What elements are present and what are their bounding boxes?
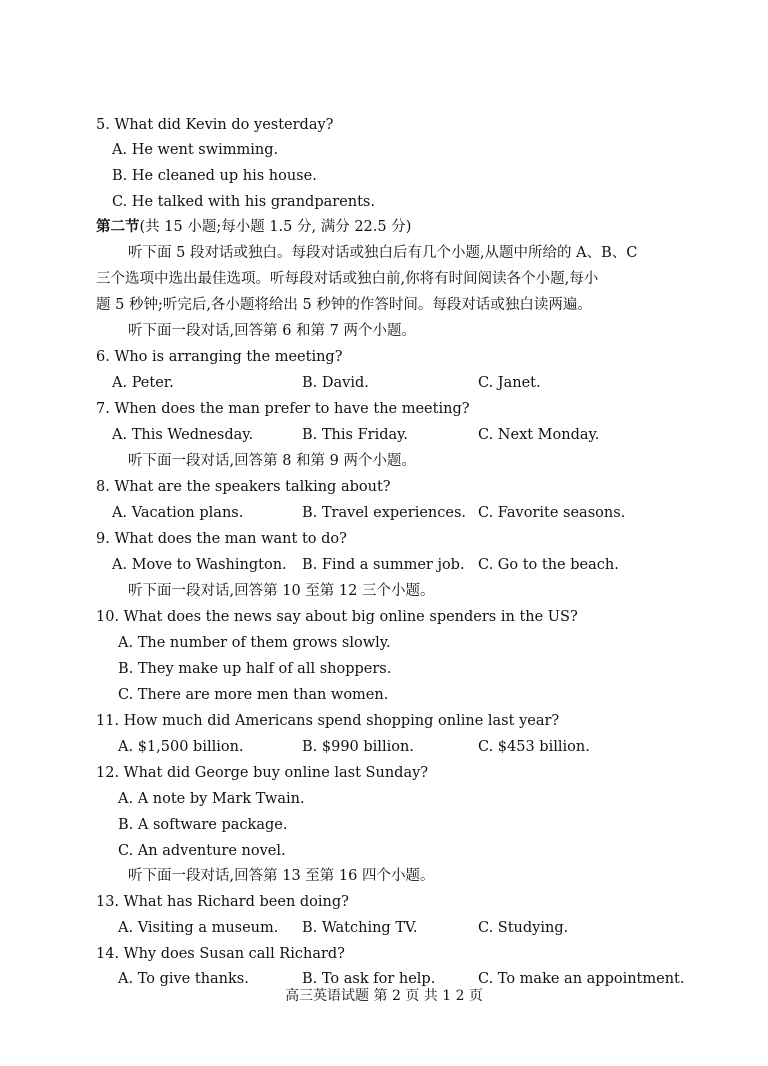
q8-option-b: B. Travel experiences. xyxy=(302,505,467,521)
q12-question: 12. What did George buy online last Sunday? xyxy=(96,765,429,781)
q10-option-c: C. There are more men than women. xyxy=(118,687,389,703)
prompt-6-7: 听下面一段对话,回答第 6 和第 7 两个小题。 xyxy=(128,323,416,339)
q12-option-b: B. A software package. xyxy=(118,817,288,833)
q7-question: 7. When does the man prefer to have the meeting? xyxy=(96,401,470,417)
instructions-line-2: 三个选项中选出最佳选项。听每段对话或独白前,你将有时间阅读各个小题,每小 xyxy=(96,271,599,287)
q6-option-a: A. Peter. xyxy=(112,375,174,391)
q9-option-c: C. Go to the beach. xyxy=(478,557,619,573)
q7-option-b: B. This Friday. xyxy=(302,427,409,443)
section-heading xyxy=(96,217,411,237)
q13-option-a: A. Visiting a museum. xyxy=(118,920,279,936)
q11-question: 11. How much did Americans spend shopping online last year? xyxy=(96,713,560,729)
q8-option-a: A. Vacation plans. xyxy=(112,505,244,521)
q12-option-a: A. A note by Mark Twain. xyxy=(118,791,305,807)
q9-option-b: B. Find a summer job. xyxy=(302,557,465,573)
q9-question: 9. What does the man want to do? xyxy=(96,531,347,547)
q5-option-c: C. He talked with his grandparents. xyxy=(112,194,375,210)
q7-option-c: C. Next Monday. xyxy=(478,427,600,443)
prompt-8-9: 听下面一段对话,回答第 8 和第 9 两个小题。 xyxy=(128,453,416,469)
q14-question: 14. Why does Susan call Richard? xyxy=(96,946,345,962)
section-note: (共 15 小题;每小题 1.5 分, 满分 22.5 分) xyxy=(139,219,412,235)
q6-option-b: B. David. xyxy=(302,375,369,391)
q5-option-b: B. He cleaned up his house. xyxy=(112,168,317,184)
q5-option-a: A. He went swimming. xyxy=(112,142,279,158)
q13-option-b: B. Watching TV. xyxy=(302,920,418,936)
instructions-line-3: 题 5 秒钟;听完后,各小题将给出 5 秒钟的作答时间。每段对话或独白读两遍。 xyxy=(96,297,592,313)
q8-option-c: C. Favorite seasons. xyxy=(478,505,626,521)
page-footer: 高三英语试题 第 2 页 共 1 2 页 xyxy=(285,988,483,1004)
q13-option-c: C. Studying. xyxy=(478,920,569,936)
prompt-13-16: 听下面一段对话,回答第 13 至第 16 四个小题。 xyxy=(128,868,435,884)
q13-question: 13. What has Richard been doing? xyxy=(96,894,349,910)
q9-option-a: A. Move to Washington. xyxy=(112,557,287,573)
q6-option-c: C. Janet. xyxy=(478,375,541,391)
q14-option-b: B. To ask for help. xyxy=(302,971,436,987)
q11-option-a: A. $1,500 billion. xyxy=(118,739,244,755)
section-title: 第二节 xyxy=(96,218,140,235)
q11-option-c: C. $453 billion. xyxy=(478,739,590,755)
q12-option-c: C. An adventure novel. xyxy=(118,843,286,859)
q5-question: 5. What did Kevin do yesterday? xyxy=(96,117,334,133)
q14-option-c: C. To make an appointment. xyxy=(478,971,685,987)
prompt-10-12: 听下面一段对话,回答第 10 至第 12 三个小题。 xyxy=(128,583,435,599)
instructions-line-1: 听下面 5 段对话或独白。每段对话或独白后有几个小题,从题中所给的 A、B、C xyxy=(128,245,638,261)
q6-question: 6. Who is arranging the meeting? xyxy=(96,349,343,365)
q8-question: 8. What are the speakers talking about? xyxy=(96,479,391,495)
q7-option-a: A. This Wednesday. xyxy=(112,427,254,443)
q10-question: 10. What does the news say about big online spenders in the US? xyxy=(96,609,578,625)
q10-option-a: A. The number of them grows slowly. xyxy=(118,635,391,651)
q14-option-a: A. To give thanks. xyxy=(118,971,249,987)
q10-option-b: B. They make up half of all shoppers. xyxy=(118,661,392,677)
q11-option-b: B. $990 billion. xyxy=(302,739,414,755)
